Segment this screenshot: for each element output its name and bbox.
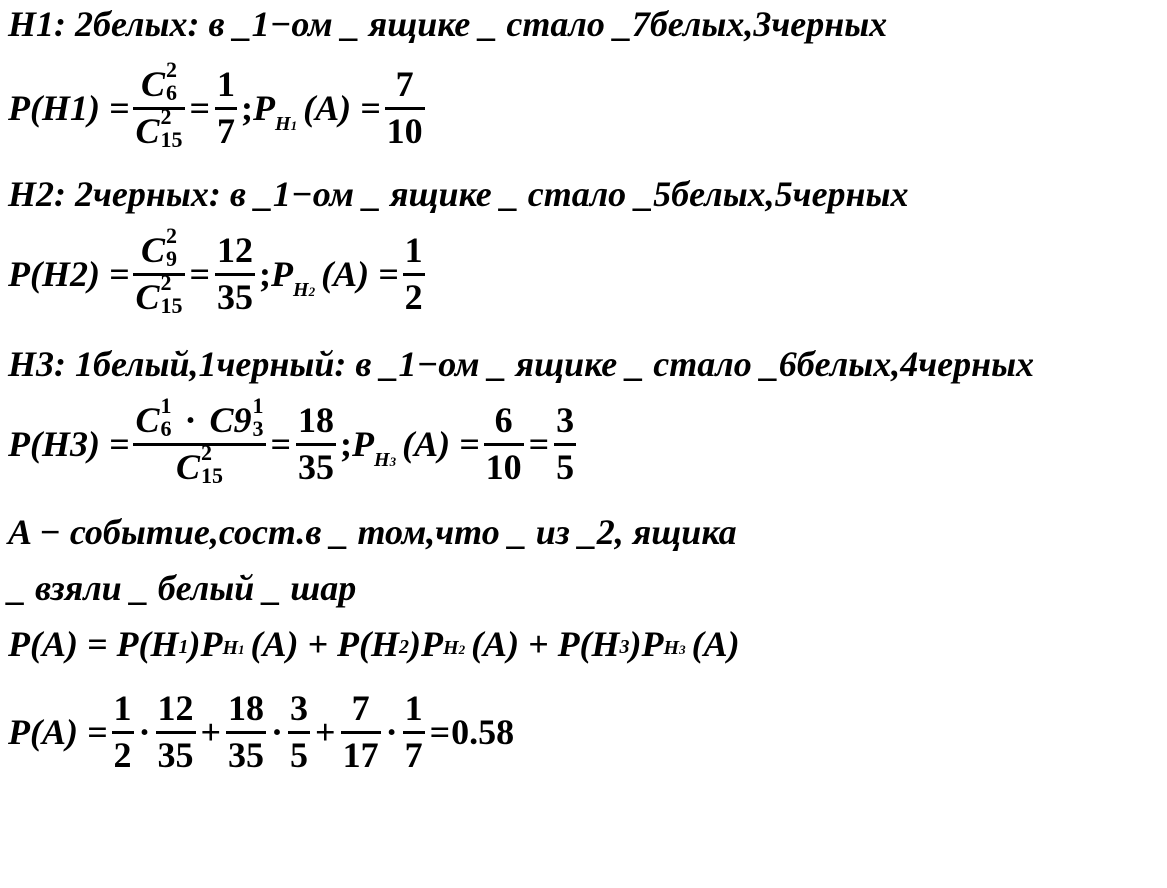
h3-probability-formula: P(H3) = C 1 6 · C9 1 3 C 2 15 = $\frac{18}{35}$ ; P H3 (A) = $\frac{6}{10}$ = $\frac{3}{5}$ <box>8 393 575 488</box>
h1-description-text: H1: 2белых: в _1−ом _ ящике _ стало _7белых,3черных <box>8 4 888 44</box>
event-definition-text-cont: _ взяли _ белый _ шар <box>8 568 357 608</box>
event-definition-line2 <box>8 570 356 606</box>
h3-description <box>8 346 1034 382</box>
combination-fraction: C 1 6 · C9 1 3 C 2 15 <box>135 393 264 488</box>
h2-description <box>8 176 909 212</box>
combination-c-15-2: C 2 15 <box>135 269 183 318</box>
final-computation: P(A) = $\frac{1}{2}$ · $\frac{12}{35}$ + $\frac{18}{35}$ · $\frac{3}{5}$ + $\frac{7}{17}$ · $\frac{1}{7}$ = 0.58 <box>8 688 515 775</box>
fraction-7-17: $\frac{7}{17}$ <box>342 688 379 775</box>
h3-description-text: H3: 1белый,1черный: в _1−ом _ ящике _ стало _6белых,4черных <box>8 344 1035 384</box>
conditional-h3-simplified: $\frac{3}{5}$ <box>556 400 575 487</box>
conditional-p-h1: P H1 <box>253 88 298 136</box>
conditional-h2-value: $\frac{1}{2}$ <box>404 230 423 317</box>
p-h2-value: $\frac{12}{35}$ <box>217 230 254 317</box>
h2-probability-formula: P(H2) = C 2 9 C 2 15 = $\frac{12}{35}$ ; P H2 (A) = $\frac{1}{2}$ <box>8 223 423 318</box>
p-h3-value: $\frac{18}{35}$ <box>298 400 335 487</box>
combination-c-6-2: C 2 6 <box>140 57 177 105</box>
event-definition-line1 <box>8 514 737 550</box>
combination-c-15-2: C 2 15 <box>135 103 183 152</box>
p-h1-lhs: P(H1) = <box>8 88 130 129</box>
conditional-p-h3: P H3 <box>352 424 397 472</box>
combination-c-6-1: C 1 6 <box>135 393 172 441</box>
h2-description-text: H2: 2черных: в _1−ом _ ящике _ стало _5белых,5черных <box>8 174 909 214</box>
conditional-h1-value: $\frac{7}{10}$ <box>386 64 423 151</box>
combination-c9-3-1: C9 1 3 <box>209 393 264 441</box>
p-h1-value: $\frac{1}{7}$ <box>217 64 236 151</box>
fraction-18-35: $\frac{18}{35}$ <box>228 688 265 775</box>
conditional-h3-value: $\frac{6}{10}$ <box>485 400 522 487</box>
combination-fraction <box>133 57 184 152</box>
fraction-1-7: $\frac{1}{7}$ <box>404 688 423 775</box>
p-a-lhs: P(A) = <box>8 712 108 753</box>
h1-description <box>8 6 887 42</box>
total-probability-formula: P(A) = P(H 1 )P H1 (A) + P(H 2 )P H2 (A) + P(H 3 )P H3 (A) <box>8 624 740 664</box>
fraction-12-35: $\frac{12}{35}$ <box>157 688 194 775</box>
combination-c-9-2: C 2 9 <box>140 223 177 271</box>
p-h2-lhs: P(H2) = <box>8 254 130 295</box>
fraction-3-5: $\frac{3}{5}$ <box>290 688 309 775</box>
h1-probability-formula: P(H1) = C 2 6 C 2 15 = $\frac{1}{7}$ ; P H1 (A) = $\frac{7}{10}$ <box>8 57 423 152</box>
final-result: 0.58 <box>451 712 515 753</box>
conditional-p-h2: P H2 <box>271 254 316 302</box>
p-h3-lhs: P(H3) = <box>8 424 130 465</box>
event-definition-text: A − событие,сост.в _ том,что _ из _2, ящика <box>8 512 737 552</box>
fraction-1-2: $\frac{1}{2}$ <box>113 688 132 775</box>
combination-c-15-2: C 2 15 <box>176 439 224 488</box>
combination-fraction <box>133 223 184 318</box>
